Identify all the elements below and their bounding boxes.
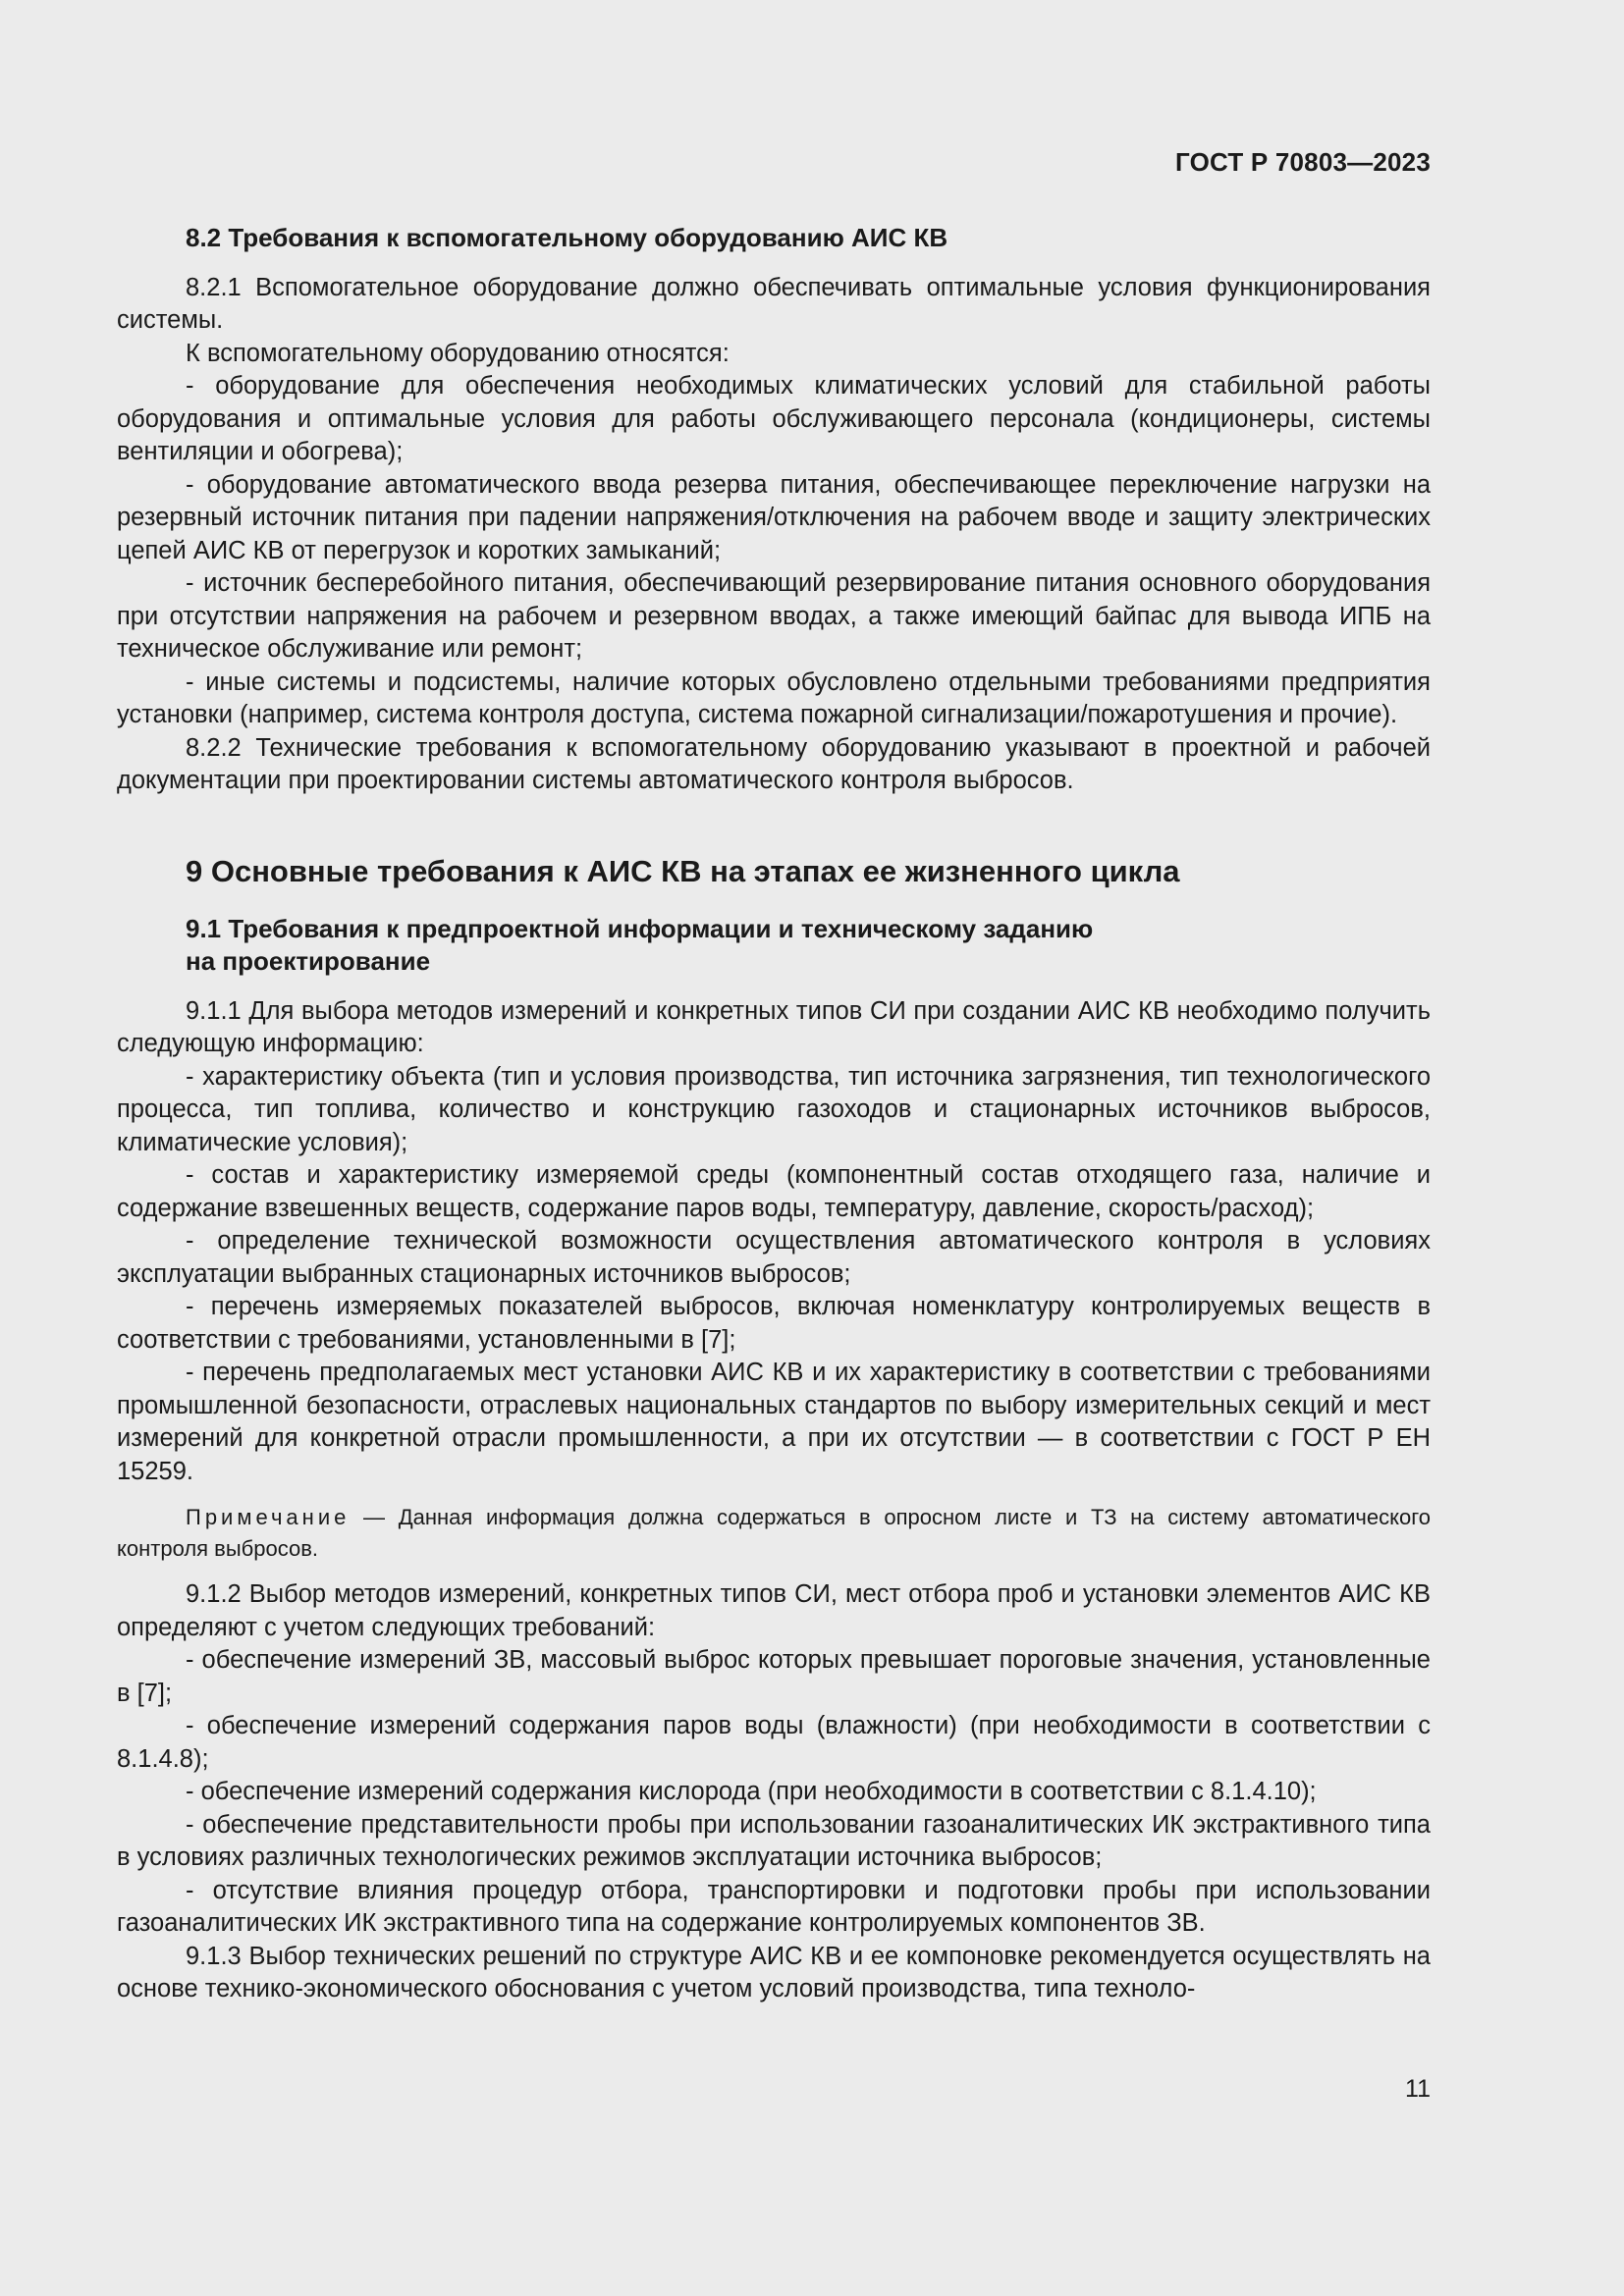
list-item: - обеспечение представительности пробы при использовании газоаналитических ИК экстрактивного типа в условиях различных технологических режимов эксплуатации источника выбросов;	[117, 1810, 1431, 1871]
list-item: - обеспечение измерений содержания паров воды (влажности) (при необходимости в соответствии с 8.1.4.8);	[117, 1712, 1431, 1773]
list-item: - оборудование автоматического ввода резерва питания, обеспечивающее переключение нагрузки на резервный источник питания при падении напряжения/отключения на рабочем вводе и защиту электрических цепей АИС КВ от перегрузок и коротких замыканий;	[117, 470, 1431, 564]
note-label: Примечание	[186, 1505, 351, 1529]
paragraph: 8.2.2 Технические требования к вспомогательному оборудованию указывают в проектной и рабочей документации при проектировании системы автоматического контроля выбросов.	[117, 733, 1431, 794]
paragraph: 9.1.3 Выбор технических решений по структуре АИС КВ и ее компоновке рекомендуется осуществлять на основе технико-экономического обоснования с учетом условий производства, типа техноло-	[117, 1942, 1431, 2002]
list-item: - перечень измеряемых показателей выбросов, включая номенклатуру контролируемых веществ в соответствии с требованиями, установленными в [7];	[117, 1293, 1431, 1354]
list-item: - обеспечение измерений содержания кислорода (при необходимости в соответствии с 8.1.4.10);	[186, 1778, 1317, 1805]
paragraph: 9.1.2 Выбор методов измерений, конкретных типов СИ, мест отбора проб и установки элементов АИС КВ определяют с учетом следующих требований:	[117, 1580, 1431, 1641]
section-9-1-heading	[117, 913, 1431, 979]
section-8-2-heading: 8.2 Требования к вспомогательному оборудованию АИС КВ	[186, 223, 948, 252]
list-item: - характеристику объекта (тип и условия производства, тип источника загрязнения, тип технологического процесса, тип топлива, количество и конструкцию газоходов и стационарных источников выбросов, климатические условия);	[117, 1062, 1431, 1156]
paragraph: К вспомогательному оборудованию относятся:	[186, 339, 730, 367]
list-item: - обеспечение измерений ЗВ, массовый выброс которых превышает пороговые значения, установленные в [7];	[117, 1646, 1431, 1707]
document-body	[117, 222, 1431, 2006]
list-item: - источник бесперебойного питания, обеспечивающий резервирование питания основного оборудования при отсутствии напряжения на рабочем и резервном вводах, а также имеющий байпас для вывода ИПБ на техническое обслуживание или ремонт;	[117, 569, 1431, 663]
list-item: - оборудование для обеспечения необходимых климатических условий для стабильной работы оборудования и оптимальные условия для работы обслуживающего персонала (кондиционеры, системы вентиляции и обогрева);	[117, 372, 1431, 465]
page-number: 11	[1405, 2075, 1431, 2103]
note	[117, 1502, 1431, 1565]
paragraph: 9.1.1 Для выбора методов измерений и конкретных типов СИ при создании АИС КВ необходимо получить следующую информацию:	[117, 996, 1431, 1057]
list-item: - перечень предполагаемых мест установки АИС КВ и их характеристику в соответствии с требованиями промышленной безопасности, отраслевых национальных стандартов по выбору измерительных секций и мест измерений для конкретной отрасли промышленности, а при их отсутствии — в соответствии с ГОСТ Р ЕН 15259.	[117, 1359, 1431, 1485]
section-9-heading: 9 Основные требования к АИС КВ на этапах ее жизненного цикла	[186, 853, 1180, 888]
list-item: - состав и характеристику измеряемой среды (компонентный состав отходящего газа, наличие и содержание взвешенных веществ, содержание паров воды, температуру, давление, скорость/расход);	[117, 1161, 1431, 1222]
list-item: - иные системы и подсистемы, наличие которых обусловлено отдельными требованиями предприятия установки (например, система контроля доступа, система пожарной сигнализации/пожаротушения и прочие).	[117, 667, 1431, 728]
section-9-1-heading-line1: 9.1 Требования к предпроектной информации и техническому заданию	[186, 913, 1094, 943]
paragraph: 8.2.1 Вспомогательное оборудование должно обеспечивать оптимальные условия функционирования системы.	[117, 273, 1431, 334]
note-text: — Данная информация должна содержаться в опросном листе и ТЗ на систему автоматического контроля выбросов.	[117, 1505, 1431, 1561]
section-9-1-heading-line2: на проектирование	[186, 946, 431, 976]
list-item: - отсутствие влияния процедур отбора, транспортировки и подготовки пробы при использовании газоаналитических ИК экстрактивного типа на содержание контролируемых компонентов ЗВ.	[117, 1876, 1431, 1937]
list-item: - определение технической возможности осуществления автоматического контроля в условиях эксплуатации выбранных стационарных источников выбросов;	[117, 1227, 1431, 1288]
document-header: ГОСТ Р 70803—2023	[1175, 147, 1431, 177]
